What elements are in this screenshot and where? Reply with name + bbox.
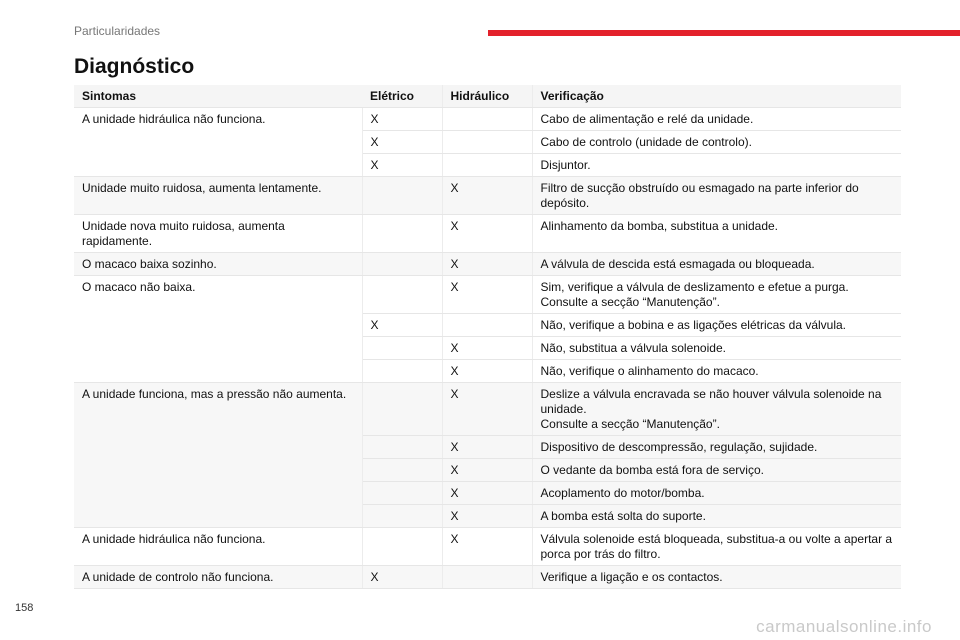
check-cell: Acoplamento do motor/bomba. (532, 482, 901, 505)
check-cell: Cabo de controlo (unidade de controlo). (532, 131, 901, 154)
column-header-check: Verificação (532, 85, 901, 108)
check-cell: Deslize a válvula encravada se não houver válvula solenoide na unidade. Consulte a secção “Manutenção”. (532, 383, 901, 436)
electric-cell (362, 360, 442, 383)
check-cell: Cabo de alimentação e relé da unidade. (532, 108, 901, 131)
check-cell: O vedante da bomba está fora de serviço. (532, 459, 901, 482)
table-row (74, 276, 901, 314)
column-header-electric: Elétrico (362, 85, 442, 108)
electric-cell (362, 215, 442, 253)
electric-cell: X (362, 154, 442, 177)
hydraulic-cell (442, 566, 532, 589)
electric-cell (362, 528, 442, 566)
electric-cell (362, 337, 442, 360)
hydraulic-cell: X (442, 360, 532, 383)
check-cell: Filtro de sucção obstruído ou esmagado na parte inferior do depósito. (532, 177, 901, 215)
hydraulic-cell: X (442, 482, 532, 505)
electric-cell (362, 436, 442, 459)
header-accent-bar (488, 30, 960, 36)
hydraulic-cell: X (442, 177, 532, 215)
symptom-cell: A unidade de controlo não funciona. (74, 566, 362, 589)
table-row (74, 108, 901, 131)
table-body (74, 108, 901, 589)
electric-cell: X (362, 131, 442, 154)
diagnostic-table (74, 85, 901, 589)
hydraulic-cell (442, 314, 532, 337)
column-header-symptoms: Sintomas (74, 85, 362, 108)
hydraulic-cell: X (442, 253, 532, 276)
column-header-hydraulic: Hidráulico (442, 85, 532, 108)
symptom-cell: O macaco não baixa. (74, 276, 362, 383)
table-row (74, 383, 901, 436)
section-label: Particularidades (74, 24, 161, 38)
electric-cell (362, 482, 442, 505)
electric-cell (362, 253, 442, 276)
table-row (74, 566, 901, 589)
symptom-cell: A unidade hidráulica não funciona. (74, 108, 362, 177)
check-cell: A válvula de descida está esmagada ou bloqueada. (532, 253, 901, 276)
watermark-text: carmanualsonline.info (756, 617, 932, 636)
check-cell: Alinhamento da bomba, substitua a unidade. (532, 215, 901, 253)
check-cell: Não, verifique a bobina e as ligações elétricas da válvula. (532, 314, 901, 337)
hydraulic-cell: X (442, 383, 532, 436)
symptom-cell: A unidade hidráulica não funciona. (74, 528, 362, 566)
symptom-cell: A unidade funciona, mas a pressão não aumenta. (74, 383, 362, 528)
table-row (74, 528, 901, 566)
hydraulic-cell (442, 154, 532, 177)
symptom-cell: Unidade muito ruidosa, aumenta lentamente. (74, 177, 362, 215)
page-title: Diagnóstico (74, 55, 195, 78)
electric-cell (362, 383, 442, 436)
check-cell: A bomba está solta do suporte. (532, 505, 901, 528)
table-header-row (74, 85, 901, 108)
electric-cell: X (362, 566, 442, 589)
check-cell: Verifique a ligação e os contactos. (532, 566, 901, 589)
symptom-cell: Unidade nova muito ruidosa, aumenta rapidamente. (74, 215, 362, 253)
check-cell: Não, verifique o alinhamento do macaco. (532, 360, 901, 383)
check-cell: Disjuntor. (532, 154, 901, 177)
table-row (74, 177, 901, 215)
symptom-cell: O macaco baixa sozinho. (74, 253, 362, 276)
hydraulic-cell (442, 108, 532, 131)
check-cell: Sim, verifique a válvula de deslizamento e efetue a purga. Consulte a secção “Manutenção”. (532, 276, 901, 314)
electric-cell (362, 276, 442, 314)
table-row (74, 215, 901, 253)
electric-cell (362, 505, 442, 528)
hydraulic-cell: X (442, 276, 532, 314)
hydraulic-cell: X (442, 528, 532, 566)
electric-cell (362, 177, 442, 215)
page-number: 158 (15, 602, 34, 614)
check-cell: Não, substitua a válvula solenoide. (532, 337, 901, 360)
electric-cell: X (362, 108, 442, 131)
hydraulic-cell: X (442, 505, 532, 528)
electric-cell (362, 459, 442, 482)
electric-cell: X (362, 314, 442, 337)
hydraulic-cell: X (442, 459, 532, 482)
table-row (74, 253, 901, 276)
hydraulic-cell (442, 131, 532, 154)
check-cell: Válvula solenoide está bloqueada, substitua-a ou volte a apertar a porca por trás do filtro. (532, 528, 901, 566)
hydraulic-cell: X (442, 337, 532, 360)
check-cell: Dispositivo de descompressão, regulação, sujidade. (532, 436, 901, 459)
hydraulic-cell: X (442, 436, 532, 459)
hydraulic-cell: X (442, 215, 532, 253)
